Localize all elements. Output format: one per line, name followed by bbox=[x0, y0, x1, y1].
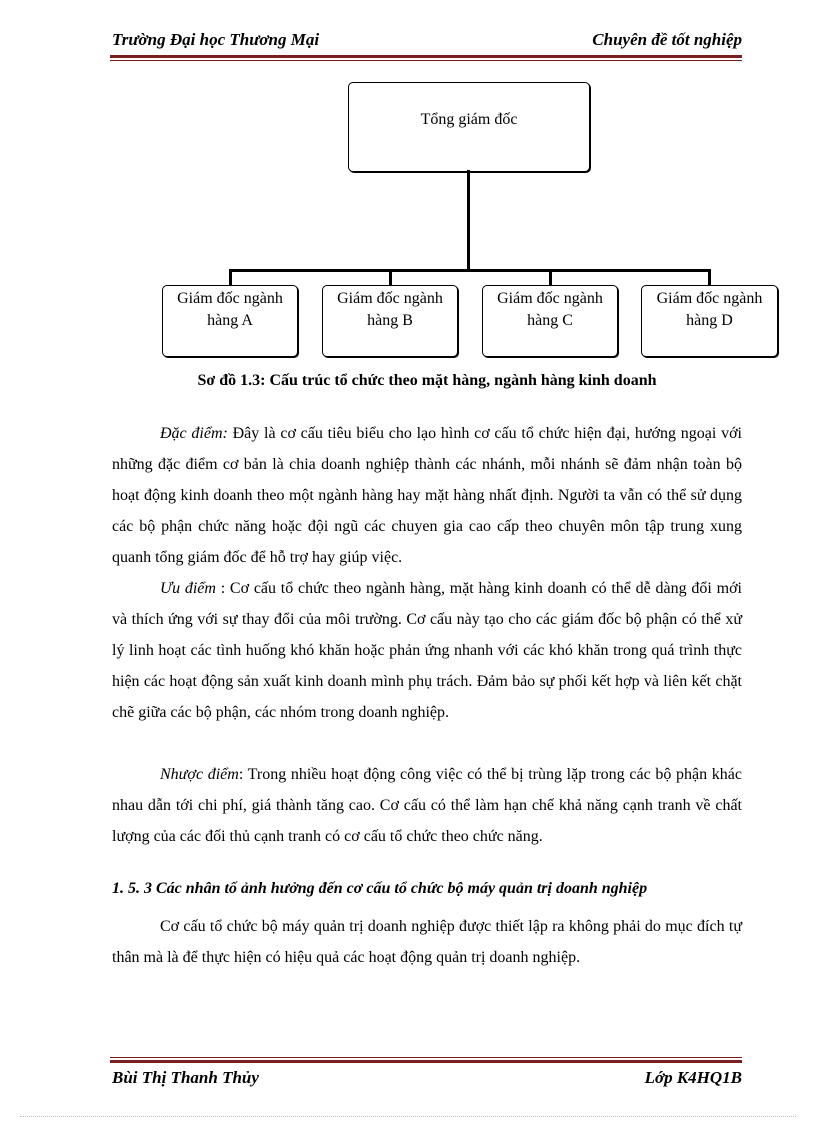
org-box-ceo-label: Tổng giám đốc bbox=[420, 111, 518, 128]
diagram-caption: Sơ đồ 1.3: Cấu trúc tổ chức theo mặt hàng, ngành hàng kinh doanh bbox=[197, 372, 657, 389]
header-rule-thin bbox=[110, 60, 742, 61]
paragraph-features bbox=[112, 418, 742, 573]
footer-class: Lớp K4HQ1B bbox=[644, 1068, 742, 1087]
advantages-text: : Cơ cấu tổ chức theo ngành hàng, mặt hàng kinh doanh có thể dễ dàng đổi mới và thích ứng với sự thay đổi của môi trường. Cơ cấu này tạo cho các giám đốc bộ phận có thể xử lý linh hoạt các tình huống khó khăn hoặc phản ứng nhanh với các khó khăn trong quá trình thực hiện các hoạt động sản xuất kinh doanh mình phụ trách. Đảm bảo sự phối kết hợp và liên kết chặt chẽ giữa các bộ phận, các nhóm trong doanh nghiệp. bbox=[112, 580, 742, 721]
paragraph-factors: Cơ cấu tổ chức bộ máy quản trị doanh nghiệp được thiết lập ra không phải do mục đích tự thân mà là để thực hiện có hiệu quả các hoạt động quản trị doanh nghiệp. bbox=[112, 918, 742, 966]
org-box-branch-a bbox=[162, 285, 298, 357]
org-connector-c bbox=[549, 269, 552, 285]
org-connector-a bbox=[229, 269, 232, 285]
header-school: Trường Đại học Thương Mại bbox=[112, 30, 320, 49]
section-title: 1. 5. 3 Các nhân tố ảnh hưởng đến cơ cấu tổ chức bộ máy quản trị doanh nghiệp bbox=[112, 880, 648, 897]
paragraph-disadvantages bbox=[112, 759, 742, 852]
header-rule bbox=[110, 55, 742, 58]
org-box-branch-b-label: Giám đốc ngành hàng B bbox=[337, 290, 443, 329]
page-footer bbox=[112, 1068, 742, 1092]
paragraph-advantages bbox=[112, 573, 742, 728]
features-label: Đặc điểm: bbox=[160, 425, 228, 442]
footer-rule bbox=[110, 1060, 742, 1063]
org-box-branch-c-label: Giám đốc ngành hàng C bbox=[497, 290, 603, 329]
org-box-branch-b bbox=[322, 285, 458, 357]
org-connector-trunk bbox=[467, 170, 470, 270]
org-connector-bar bbox=[229, 269, 711, 272]
org-box-ceo bbox=[348, 82, 590, 172]
org-box-branch-d bbox=[641, 285, 778, 357]
org-box-branch-c bbox=[482, 285, 618, 357]
page-edge-dots bbox=[20, 1116, 796, 1117]
footer-rule-thin bbox=[110, 1057, 742, 1058]
disadvantages-text: : Trong nhiều hoạt động công việc có thể bị trùng lặp trong các bộ phận khác nhau dẫn tới chi phí, giá thành tăng cao. Cơ cấu có thể làm hạn chế khả năng cạnh tranh về chất lượng của các đối thủ cạnh tranh có cơ cấu tổ chức theo chức năng. bbox=[112, 766, 743, 845]
org-connector-b bbox=[389, 269, 392, 285]
page-header bbox=[112, 30, 742, 56]
disadvantages-label: Nhược điểm bbox=[160, 766, 239, 783]
features-text: Đây là cơ cấu tiêu biểu cho lạo hình cơ cấu tổ chức hiện đại, hướng ngoại với những đặc điểm cơ bản là chia doanh nghiệp thành các nhánh, mỗi nhánh sẽ đảm nhận toàn bộ hoạt động kinh doanh theo một ngành hàng hay mặt hàng nhất định. Người ta vẫn có thể sử dụng các bộ phận chức năng hoặc đội ngũ các chuyen gia cao cấp theo chuyên môn tập trung xung quanh tổng giám đốc để hỗ trợ hay giúp việc. bbox=[112, 425, 742, 566]
org-connector-d bbox=[708, 269, 711, 285]
org-box-branch-a-label: Giám đốc ngành hàng A bbox=[177, 290, 283, 329]
footer-author: Bùi Thị Thanh Thủy bbox=[112, 1068, 259, 1087]
org-box-branch-d-label: Giám đốc ngành hàng D bbox=[656, 290, 763, 329]
advantages-label: Ưu điểm bbox=[160, 580, 216, 597]
header-subject: Chuyên đề tốt nghiệp bbox=[592, 30, 742, 49]
